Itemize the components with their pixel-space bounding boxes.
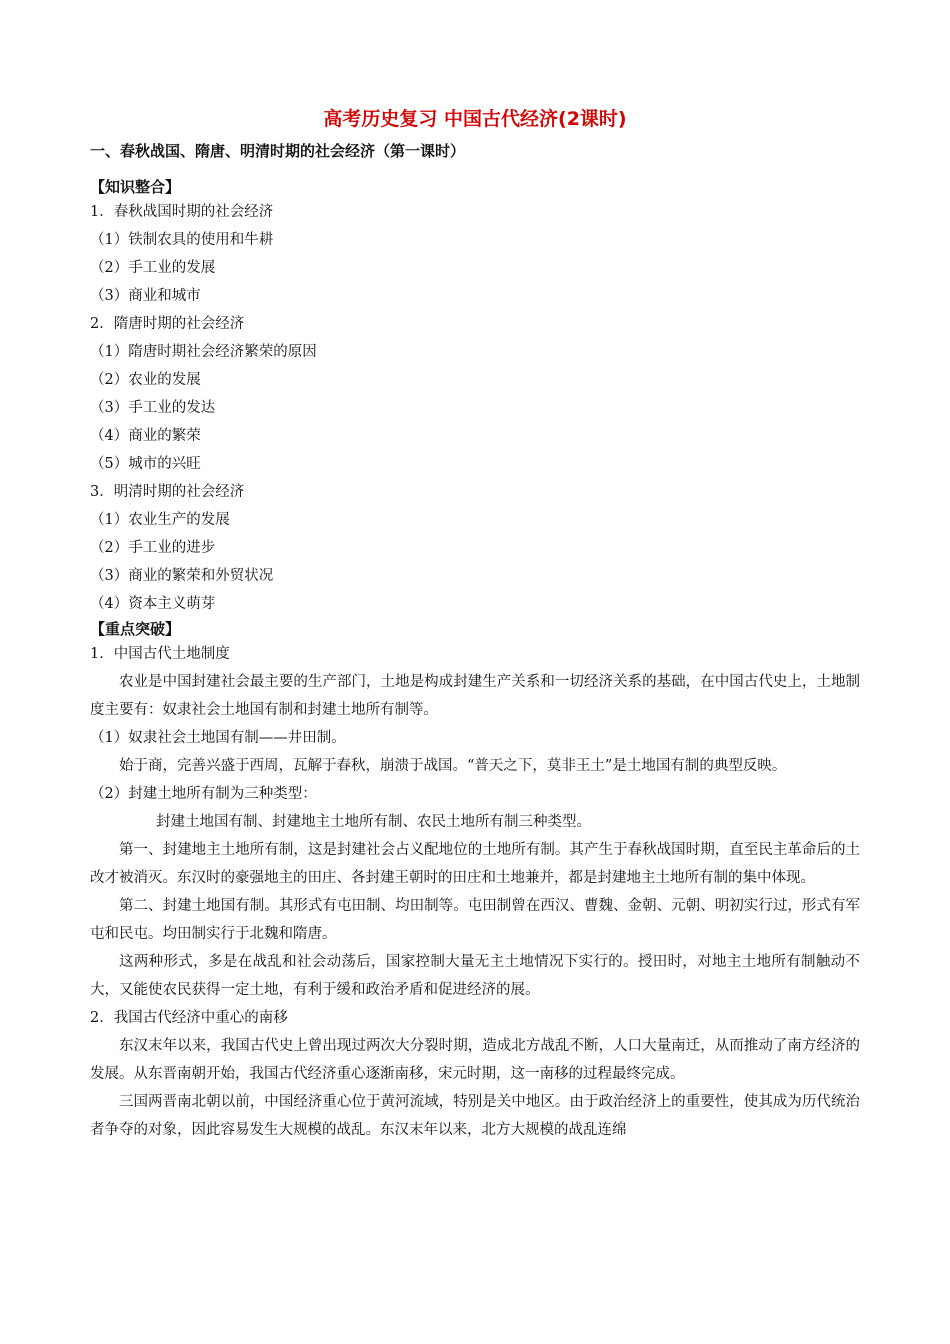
paragraph: 东汉末年以来，我国古代史上曾出现过两次大分裂时期，造成北方战乱不断，人口大量南迁，从而推动了南方经济的发展。从东晋南朝开始，我国古代经济重心逐渐南移，宋元时期，这一南移的过程最终完成。	[90, 1038, 860, 1082]
list-item: （3）商业的繁荣和外贸状况	[90, 568, 274, 584]
list-item: （4）资本主义萌芽	[90, 596, 216, 612]
list-item: （3）手工业的发达	[90, 400, 216, 416]
document-title: 高考历史复习 中国古代经济(2课时)	[323, 108, 627, 130]
focus-item-title: 2．我国古代经济中重心的南移	[90, 1010, 288, 1026]
paragraph: 封建土地国有制、封建地主土地所有制、农民土地所有制三种类型。	[156, 814, 591, 830]
list-item: 2．隋唐时期的社会经济	[90, 316, 245, 332]
focus-heading: 【重点突破】	[90, 620, 181, 638]
paragraph: 这两种形式，多是在战乱和社会动荡后，国家控制大量无主土地情况下实行的。授田时，对地主土地所有制触动不大，又能使农民获得一定土地，有利于缓和政治矛盾和促进经济的展。	[90, 954, 860, 998]
list-item: （4）商业的繁荣	[90, 428, 201, 444]
list-item: 1．春秋战国时期的社会经济	[90, 204, 274, 220]
list-item: （2）手工业的进步	[90, 540, 216, 556]
paragraph: 第一、封建地主土地所有制，这是封建社会占义配地位的土地所有制。其产生于春秋战国时期，直至民主革命后的土改才被消灭。东汉时的豪强地主的田庄、各封建王朝时的田庄和土地兼并，都是封建地主土地所有制的集中体现。	[90, 842, 860, 886]
list-item: （1）隋唐时期社会经济繁荣的原因	[90, 344, 317, 360]
list-item: （2）农业的发展	[90, 372, 201, 388]
list-item: （1）铁制农具的使用和牛耕	[90, 232, 274, 248]
document-page	[90, 100, 860, 1144]
paragraph: 三国两晋南北朝以前，中国经济重心位于黄河流域，特别是关中地区。由于政治经济上的重要性，使其成为历代统治者争夺的对象，因此容易发生大规模的战乱。东汉末年以来，北方大规模的战乱连绵	[90, 1094, 860, 1138]
list-item: （5）城市的兴旺	[90, 456, 201, 472]
focus-subitem: （2）封建土地所有制为三种类型：	[90, 786, 317, 802]
focus-subitem: （1）奴隶社会土地国有制——井田制。	[90, 730, 346, 746]
paragraph: 农业是中国封建社会最主要的生产部门，土地是构成封建生产关系和一切经济关系的基础，在中国古代史上，土地制度主要有：奴隶社会土地国有制和封建土地所有制等。	[90, 674, 860, 718]
paragraph: 始于商，完善兴盛于西周，瓦解于春秋，崩溃于战国。“普天之下，莫非王土”是土地国有制的典型反映。	[119, 758, 787, 774]
paragraph: 第二、封建土地国有制。其形式有屯田制、均田制等。屯田制曾在西汉、曹魏、金朝、元朝、明初实行过，形式有军屯和民屯。均田制实行于北魏和隋唐。	[90, 898, 860, 942]
knowledge-list	[90, 198, 860, 618]
focus-item-title: 1．中国古代土地制度	[90, 646, 230, 662]
knowledge-heading: 【知识整合】	[90, 178, 181, 196]
list-item: （3）商业和城市	[90, 288, 201, 304]
list-item: （2）手工业的发展	[90, 260, 216, 276]
list-item: （1）农业生产的发展	[90, 512, 230, 528]
section-heading: 一、春秋战国、隋唐、明清时期的社会经济（第一课时）	[90, 142, 466, 160]
list-item: 3．明清时期的社会经济	[90, 484, 245, 500]
